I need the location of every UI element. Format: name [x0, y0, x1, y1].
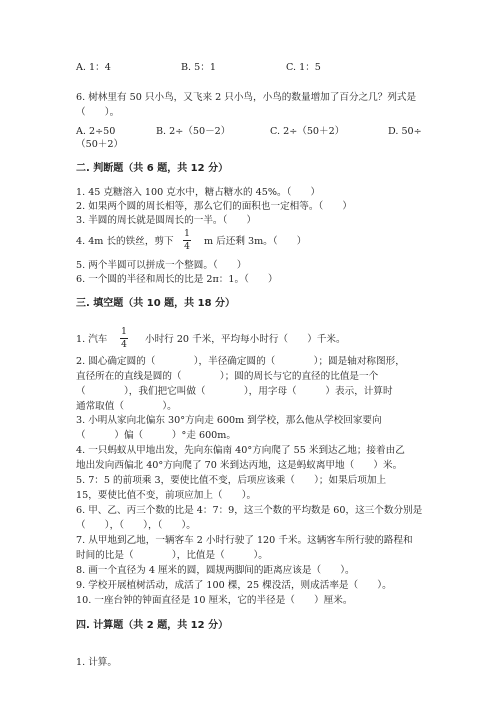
fill-line: 3. 小明从家向北偏东 30°方向走 600m 到学校，那么他从学校回家要向 — [76, 415, 382, 426]
fraction-numerator: 1 — [121, 327, 127, 337]
fill-line: 7. 从甲地到乙地，一辆客车 2 小时行驶了 120 千米。这辆客车所行驶的路程和 — [76, 535, 413, 546]
q6-option-b: B. 2÷（50－2） — [156, 126, 231, 137]
q6-option-a: A. 2÷50 — [76, 126, 116, 137]
fill-item-1-pre: 1. 汽车 — [76, 334, 108, 345]
q5-option-c: C. 1：5 — [286, 62, 321, 73]
judgement-item-1: 1. 45 克糖溶入 100 克水中，糖占糖水的 45%。（ ） — [76, 187, 321, 198]
section-title-calculation: 四. 计算题（共 2 题，共 12 分） — [76, 620, 229, 631]
q6-option-c: C. 2÷（50＋2） — [270, 126, 345, 137]
judgement-item-4-post: m 后还剩 3m。（ ） — [204, 236, 307, 247]
q6-stem-cont: （ ）。 — [76, 107, 120, 118]
q6-option-d-cont: （50＋2） — [76, 139, 124, 150]
fraction-denominator: 4 — [184, 242, 190, 252]
fill-line: 5. 7：5 的前项乘 3，要使比值不变，后项应该乘（ ）；如果后项加上 — [76, 475, 387, 486]
q6-option-d: D. 50÷ — [388, 126, 422, 137]
judgement-item-2: 2. 如果两个圆的周长相等，那么它们的面积也一定相等。（ ） — [76, 201, 353, 212]
fill-line: 15，要使比值不变，前项应加上（ ）。 — [76, 490, 257, 501]
fraction-numerator: 1 — [184, 229, 190, 239]
fill-line: 9. 学校开展植树活动，成活了 100 棵，25 棵没活，则成活率是（ ）。 — [76, 580, 392, 591]
fill-line: 6. 甲、乙、丙三个数的比是 4：7：9，这三个数的平均数是 60，这三个数分别是 — [76, 505, 423, 516]
calc-item-1: 1. 计算。 — [76, 657, 117, 668]
fill-line: 地出发向西偏北 40°方向爬了 70 米到达丙地，这是蚂蚁离甲地（ ）米。 — [76, 460, 403, 471]
fill-line: 2. 圆心确定圆的（ ），半径确定圆的（ ）；圆是轴对称图形， — [76, 356, 405, 367]
fraction-denominator: 4 — [121, 340, 127, 350]
q5-option-a: A. 1：4 — [76, 62, 111, 73]
fill-line: 10. 一座台钟的钟面直径是 10 厘米，它的半径是（ ）厘米。 — [76, 595, 353, 606]
fill-line: 直径所在的直线是圆的（ ）；圆的周长与它的直径的比值是一个 — [76, 371, 379, 382]
fraction-bar — [120, 338, 128, 339]
fill-line: （ ），（ ），（ ）。 — [76, 520, 196, 531]
judgement-item-4-pre: 4. 4m 长的铁丝，剪下 — [76, 236, 174, 247]
fill-line: 4. 一只蚂蚁从甲地出发，先向东偏南 40°方向爬了 55 米到达乙地；接着由乙 — [76, 445, 405, 456]
judgement-item-3: 3. 半圆的周长就是圆周长的一半。（ ） — [76, 215, 257, 226]
fill-line: （ ）偏（ ）°走 600m。 — [76, 430, 236, 441]
fill-line: 8. 画一个直径为 4 厘米的圆，圆规两脚间的距离应该是（ ）。 — [76, 565, 355, 576]
fill-item-1-post: 小时行 20 千米，平均每小时行（ ）千米。 — [145, 334, 346, 345]
judgement-item-6: 6. 一个圆的半径和周长的比是 2π：1。（ ） — [76, 274, 278, 285]
fill-line: 时间的比是（ ），比值是（ ）。 — [76, 550, 268, 561]
fraction-bar — [183, 240, 191, 241]
q6-stem: 6. 树林里有 50 只小鸟，又飞来 2 只小鸟，小鸟的数量增加了百分之几？列式是 — [76, 92, 417, 103]
fill-line: （ ），我们把它叫做（ ），用字母（ ）表示，计算时 — [76, 386, 393, 397]
q5-option-b: B. 5：1 — [181, 62, 216, 73]
section-title-fill-blank: 三. 填空题（共 10 题，共 18 分） — [76, 298, 236, 309]
section-title-judgement: 二. 判断题（共 6 题，共 12 分） — [76, 163, 229, 174]
fraction-one-quarter — [120, 327, 128, 350]
judgement-item-5: 5. 两个半圆可以拼成一个整圆。（ ） — [76, 260, 247, 271]
fill-line: 通常取值（ ）。 — [76, 401, 177, 412]
fraction-one-quarter — [183, 229, 191, 252]
